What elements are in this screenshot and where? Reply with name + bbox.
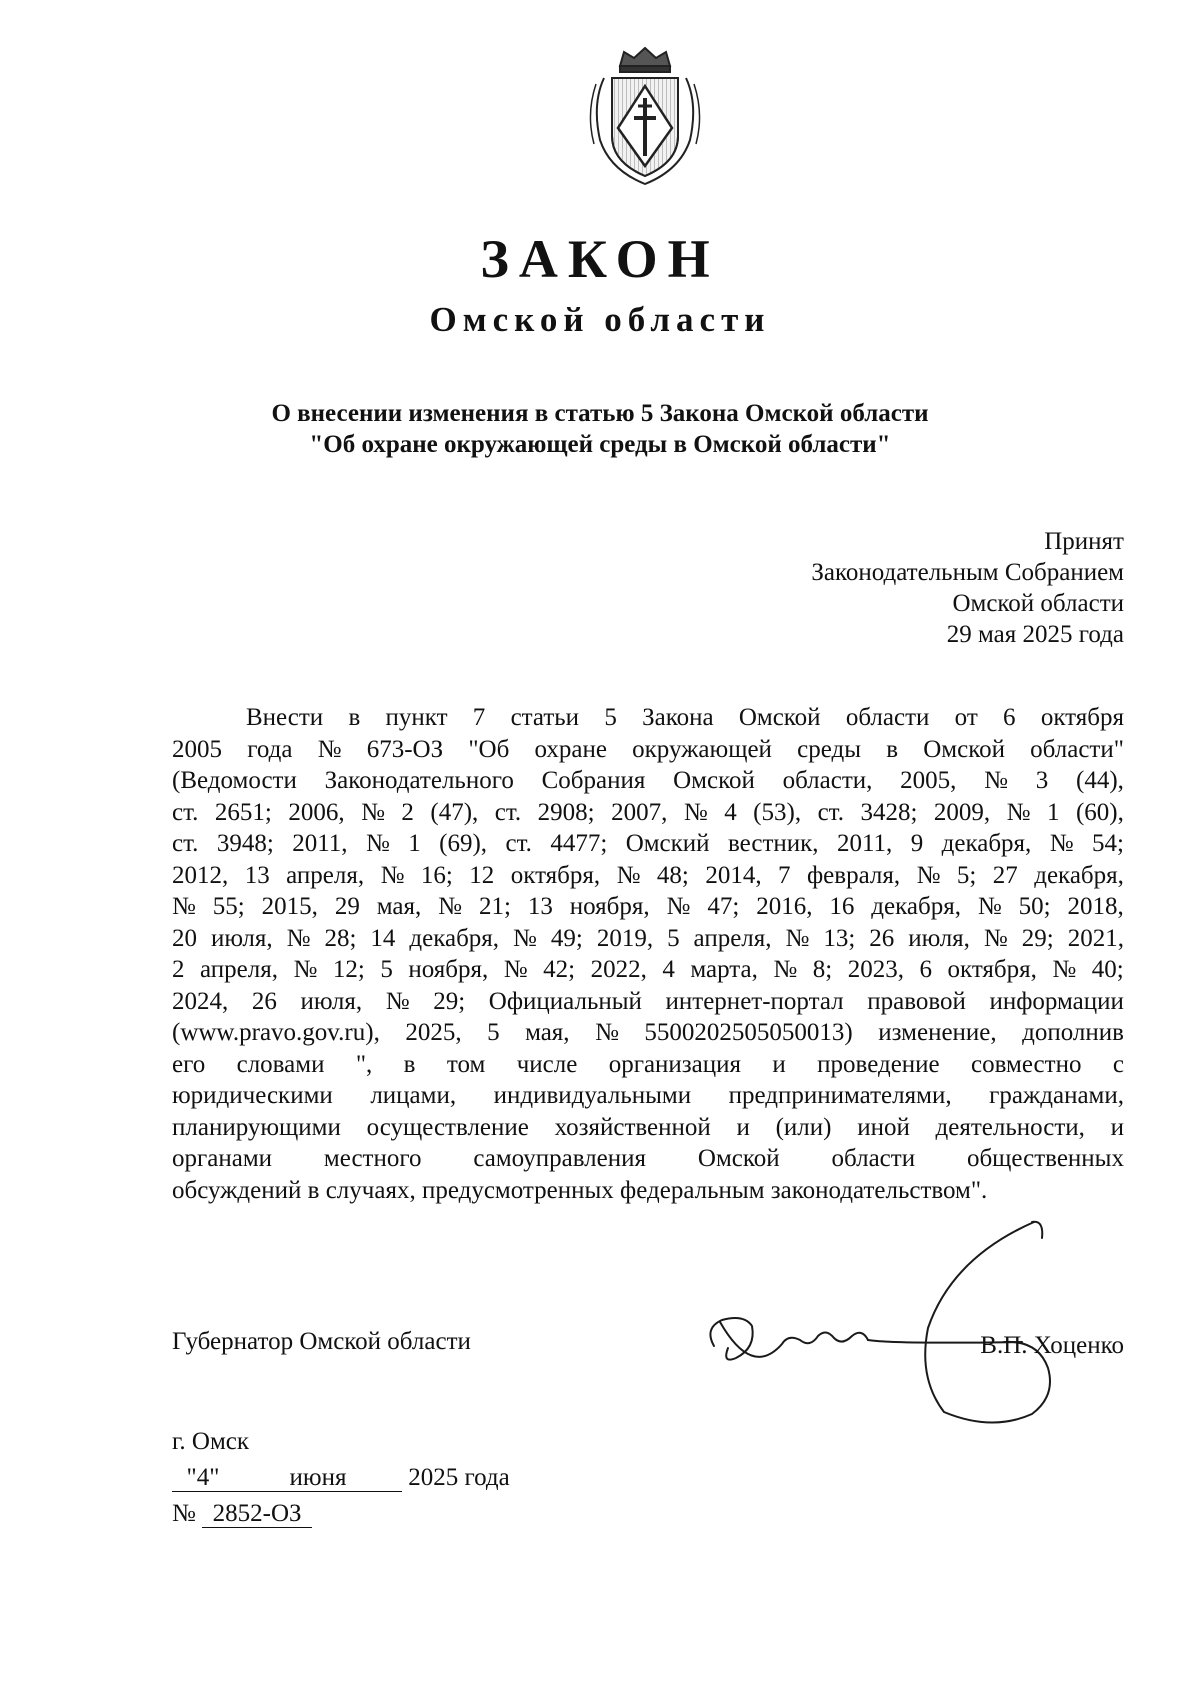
body-line: Внести в пункт 7 статьи 5 Закона Омской области от 6 октября xyxy=(246,704,1124,731)
body-line: № 55; 2015, 29 мая, № 21; 13 ноября, № 47; 2016, 16 декабря, № 50; 2018, xyxy=(172,893,1124,920)
issue-city: г. Омск xyxy=(172,1428,250,1455)
body-line: 2012, 13 апреля, № 16; 12 октября, № 48; 2014, 7 февраля, № 5; 27 декабря, xyxy=(172,861,1124,889)
omsk-coat-of-arms-icon xyxy=(582,44,708,188)
body-line: (www.pravo.gov.ru), 2025, 5 мая, № 5500202505050013) изменение, дополнив xyxy=(172,1019,1124,1046)
body-line: обсуждений в случаях, предусмотренных федеральным законодательством". xyxy=(172,1176,988,1204)
body-line: (Ведомости Законодательного Собрания Омской области, 2005, № 3 (44), xyxy=(172,767,1124,794)
place-date-block xyxy=(172,1424,510,1532)
body-line: 2005 года № 673-ОЗ "Об охране окружающей среды в Омской области" xyxy=(172,735,1124,763)
body-line: 2024, 26 июля, № 29; Официальный интернет-портал правовой информации xyxy=(172,987,1124,1015)
law-subject-line: "Об охране окружающей среды в Омской области" xyxy=(309,431,891,458)
body-line: планирующими осуществление хозяйственной и (или) иной деятельности, и xyxy=(172,1113,1124,1141)
body-line: ст. 3948; 2011, № 1 (69), ст. 4477; Омский вестник, 2011, 9 декабря, № 54; xyxy=(172,830,1124,857)
body-line: 20 июля, № 28; 14 декабря, № 49; 2019, 5 апреля, № 13; 26 июля, № 29; 2021, xyxy=(172,924,1124,952)
body-line: органами местного самоуправления Омской области общественных xyxy=(172,1145,1124,1172)
law-body xyxy=(172,702,1124,1206)
adoption-line: Законодательным Собранием xyxy=(811,559,1124,586)
body-line: ст. 2651; 2006, № 2 (47), ст. 2908; 2007, № 4 (53), ст. 3428; 2009, № 1 (60), xyxy=(172,798,1124,826)
adoption-block xyxy=(700,526,1124,650)
governor-title: Губернатор Омской области xyxy=(172,1328,471,1355)
signature-block xyxy=(172,1318,1124,1398)
issue-date xyxy=(172,1460,510,1496)
body-line: его словами ", в том числе организация и проведение совместно с xyxy=(172,1050,1124,1078)
adoption-line: Принят xyxy=(1044,528,1124,555)
issue-year: 2025 года xyxy=(408,1464,510,1491)
law-title: ЗАКОН xyxy=(480,229,720,289)
adoption-line: Омской области xyxy=(952,590,1124,617)
law-subject xyxy=(180,398,1020,460)
issue-day-field: "4" xyxy=(172,1465,234,1492)
issue-number-row xyxy=(172,1496,510,1532)
issue-day: 4 xyxy=(196,1464,210,1491)
law-subject-line: О внесении изменения в статью 5 Закона Омской области xyxy=(271,400,929,427)
governor-name: В.П. Хоценко xyxy=(980,1332,1124,1359)
law-region: Омской области xyxy=(429,300,771,339)
issue-number-prefix: № xyxy=(172,1500,196,1527)
body-line: 2 апреля, № 12; 5 ноября, № 42; 2022, 4 марта, № 8; 2023, 6 октября, № 40; xyxy=(172,956,1124,983)
adoption-date: 29 мая 2025 года xyxy=(946,621,1124,648)
body-line: юридическими лицами, индивидуальными предпринимателями, гражданами, xyxy=(172,1082,1124,1109)
handwritten-signature-icon xyxy=(692,1218,1132,1433)
issue-month: июня xyxy=(234,1465,402,1492)
issue-number: 2852-ОЗ xyxy=(202,1501,312,1528)
